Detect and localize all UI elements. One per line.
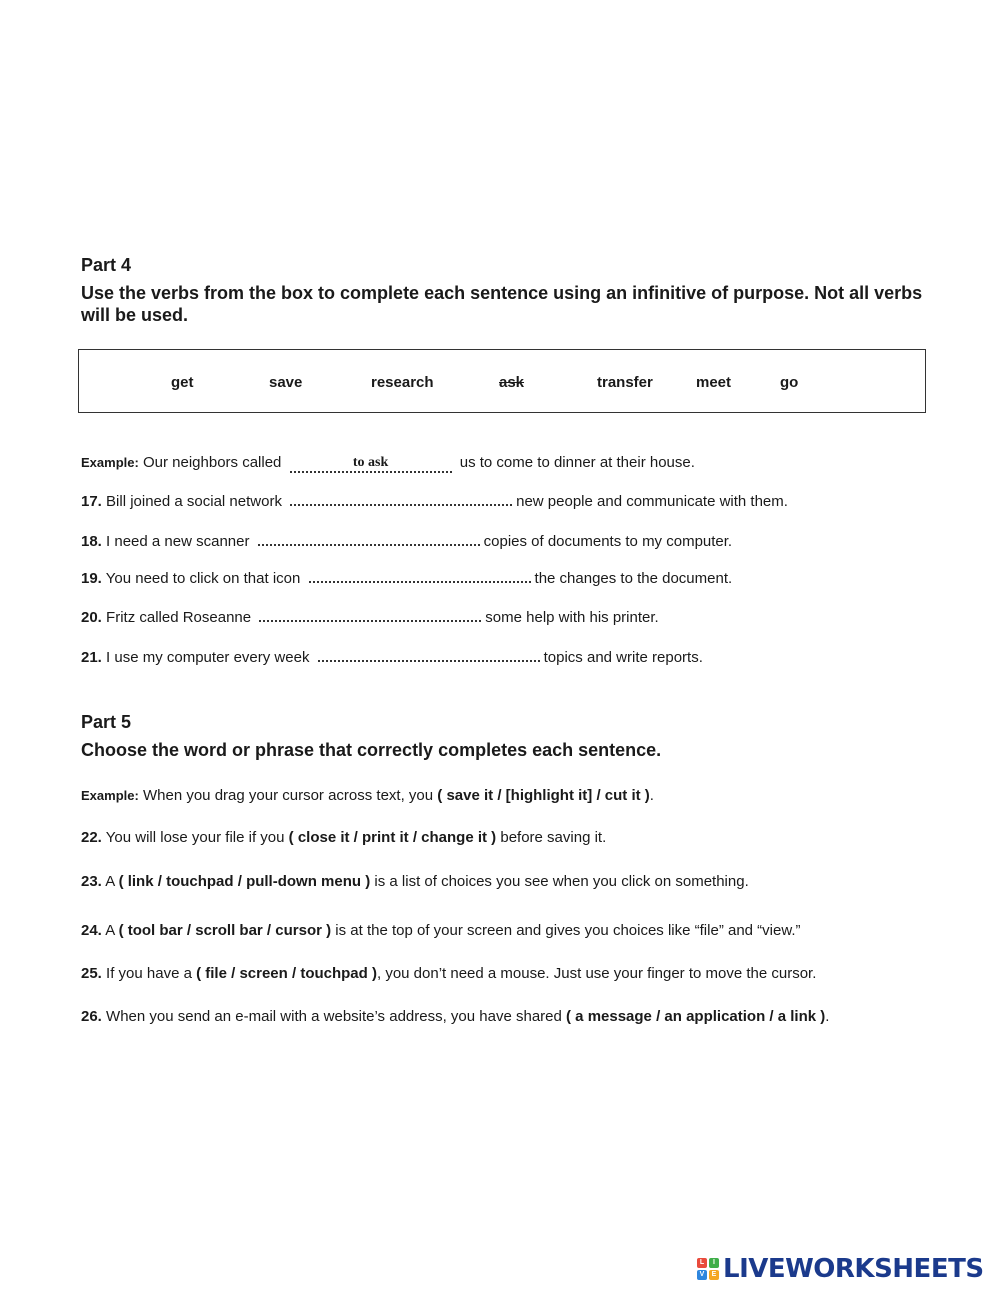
question-text-after: the changes to the document. <box>534 570 733 587</box>
question-text-after: new people and communicate with them. <box>516 493 788 510</box>
answer-input-20[interactable] <box>259 620 481 622</box>
question-text-after: some help with his printer. <box>485 609 659 626</box>
question-text-before: Bill joined a social network <box>106 493 282 510</box>
example-before: When you drag your cursor across text, you <box>142 787 434 804</box>
question-text-before: If you have a <box>106 965 192 982</box>
question-23 <box>81 873 749 890</box>
example-label: Example: <box>81 455 139 470</box>
verb-save: save <box>269 374 303 391</box>
question-text-after: topics and write reports. <box>543 649 703 666</box>
question-text-before: When you send an e-mail with a website’s address, you have shared <box>106 1008 562 1025</box>
question-number: 24. <box>81 922 102 939</box>
verb-research: research <box>371 374 434 391</box>
logo-grid-icon <box>697 1258 719 1280</box>
logo-tile: L <box>697 1258 707 1268</box>
verb-go: go <box>780 374 799 391</box>
logo-tile: V <box>697 1270 707 1280</box>
part5-heading: Part 5 <box>81 712 132 732</box>
choice-options-22[interactable]: ( close it / print it / change it ) <box>288 829 497 846</box>
question-text-before: I use my computer every week <box>106 649 310 666</box>
verb-meet: meet <box>696 374 732 391</box>
liveworksheets-logo <box>697 1252 984 1286</box>
part4-heading: Part 4 <box>81 255 132 275</box>
logo-text: LIVEWORKSHEETS <box>723 1254 984 1284</box>
choice-options-24[interactable]: ( tool bar / scroll bar / cursor ) <box>118 922 332 939</box>
question-text-before: Fritz called Roseanne <box>106 609 252 626</box>
question-17 <box>81 493 788 510</box>
question-text-after: copies of documents to my computer. <box>483 533 733 550</box>
answer-input-17[interactable] <box>290 504 512 506</box>
question-text-after: , you don’t need a mouse. Just use your finger to move the cursor. <box>376 965 817 982</box>
part4-instruction: Use the verbs from the box to complete each sentence using an infinitive of purpose. Not all verbs will be used. <box>81 283 923 325</box>
question-number: 26. <box>81 1008 102 1025</box>
question-21 <box>81 649 703 666</box>
answer-input-18[interactable] <box>258 544 480 546</box>
question-19 <box>81 570 732 587</box>
example-choices: ( save it / [highlight it] / cut it ) <box>437 787 650 804</box>
answer-input-21[interactable] <box>318 660 540 662</box>
question-18 <box>81 533 732 550</box>
verb-transfer: transfer <box>597 374 653 391</box>
example-label: Example: <box>81 788 139 803</box>
part4-example <box>81 454 695 473</box>
verb-ask: ask <box>499 374 525 391</box>
part5-instruction: Choose the word or phrase that correctly completes each sentence. <box>81 740 662 760</box>
question-20 <box>81 609 659 626</box>
question-text-before: A <box>105 922 115 939</box>
choice-options-26[interactable]: ( a message / an application / a link ) <box>566 1008 826 1025</box>
verb-box <box>78 349 926 413</box>
question-text-before: You need to click on that icon <box>105 570 301 587</box>
question-number: 21. <box>81 649 102 666</box>
verb-get: get <box>171 374 194 391</box>
choice-options-25[interactable]: ( file / screen / touchpad ) <box>196 965 377 982</box>
logo-tile: I <box>709 1258 719 1268</box>
question-number: 18. <box>81 533 102 550</box>
question-26 <box>81 1008 829 1025</box>
question-text-after: is a list of choices you see when you click on something. <box>374 873 749 890</box>
part5-example <box>81 787 654 804</box>
question-22 <box>81 829 606 846</box>
example-answer-blank <box>290 457 452 473</box>
question-text-before: I need a new scanner <box>106 533 250 550</box>
example-after: . <box>649 787 654 804</box>
example-after: us to come to dinner at their house. <box>459 454 695 471</box>
question-number: 17. <box>81 493 102 510</box>
logo-tile: E <box>709 1270 719 1280</box>
example-answer: to ask <box>352 455 389 470</box>
question-number: 22. <box>81 829 102 846</box>
answer-input-19[interactable] <box>309 581 531 583</box>
question-text-before: You will lose your file if you <box>105 829 285 846</box>
question-number: 23. <box>81 873 102 890</box>
question-number: 19. <box>81 570 102 587</box>
choice-options-23[interactable]: ( link / touchpad / pull-down menu ) <box>118 873 371 890</box>
question-number: 25. <box>81 965 102 982</box>
question-number: 20. <box>81 609 102 626</box>
question-text-after: is at the top of your screen and gives you choices like “file” and “view.” <box>335 922 801 939</box>
question-25 <box>81 965 816 982</box>
question-text-before: A <box>105 873 115 890</box>
question-text-after: . <box>825 1008 830 1025</box>
question-24 <box>81 922 801 939</box>
question-text-after: before saving it. <box>500 829 607 846</box>
example-before: Our neighbors called <box>142 454 282 471</box>
